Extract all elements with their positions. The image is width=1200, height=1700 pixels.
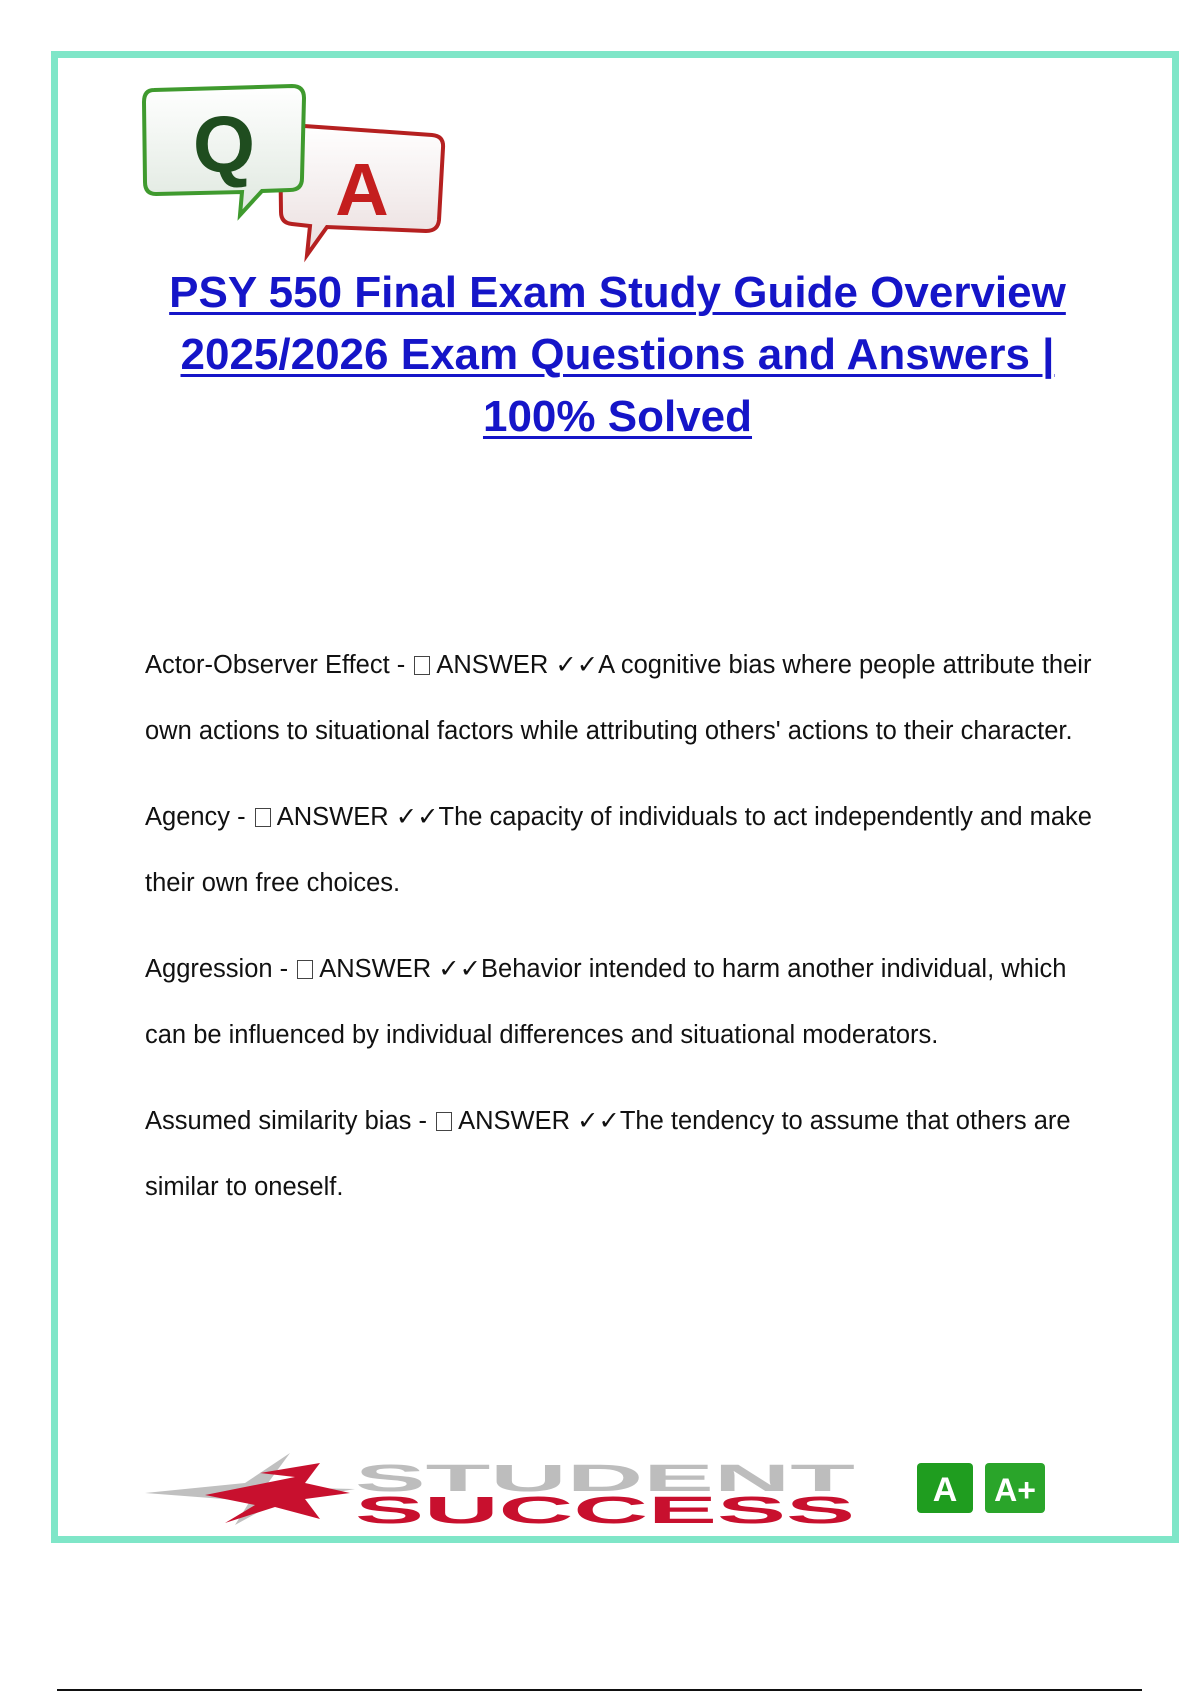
document-title[interactable]: PSY 550 Final Exam Study Guide Overview 2025/2026 Exam Questions and Answers | 100% Solved [169,268,1066,441]
entry-aggression: Aggression - ANSWER ✓✓Behavior intended to harm another individual, which can be influenced by individual differences and situational moderators. [145,955,1067,1049]
grade-a-text: A [932,1471,958,1509]
entry-term: Assumed similarity bias [145,1107,412,1135]
qa-speech-bubbles-logo [142,80,462,270]
answer-label: ANSWER [319,955,432,983]
missing-glyph-icon [297,960,313,979]
grade-a-plus-text: A+ [994,1472,1036,1508]
missing-glyph-icon [255,808,271,827]
entry-definition: A cognitive bias where people attribute their own actions to situational factors while attributing others' actions to their character. [145,651,1092,745]
entry-actor-observer-effect: Actor-Observer Effect - ANSWER ✓✓A cognitive bias where people attribute their own actions to situational factors while attributing others' actions to their character. [145,651,1092,745]
entry-definition: The tendency to assume that others are similar to oneself. [145,1107,1071,1201]
answer-label: ANSWER [276,803,389,831]
missing-glyph-icon [436,1112,452,1131]
answer-label: ANSWER [458,1107,571,1135]
brand-line-student: STUDENT [355,1458,855,1500]
brand-line-success: SUCCESS [355,1490,855,1525]
check-marks: ✓✓ [395,803,439,831]
entry-assumed-similarity-bias: Assumed similarity bias - ANSWER ✓✓The tendency to assume that others are similar to oneself. [145,1107,1071,1201]
check-marks: ✓✓ [438,955,482,983]
logo-q-letter: Q [192,100,256,189]
entry-term: Actor-Observer Effect [145,651,390,679]
bottom-rule [57,1689,1142,1691]
missing-glyph-icon [414,656,430,675]
entry-term: Agency [145,803,231,831]
answer-label: ANSWER [436,651,549,679]
entry-definition: Behavior intended to harm another individual, which can be influenced by individual differences and situational moderators. [145,955,1067,1049]
entry-agency: Agency - ANSWER ✓✓The capacity of individuals to act independently and make their own free choices. [145,803,1092,897]
qa-entries [145,632,1105,1240]
entry-term: Aggression [145,955,273,983]
logo-a-letter: A [335,148,389,231]
entry-definition: The capacity of individuals to act independently and make their own free choices. [145,803,1092,897]
check-marks: ✓✓ [577,1107,620,1135]
check-marks: ✓✓ [555,651,599,679]
student-success-logo [145,1453,1065,1525]
